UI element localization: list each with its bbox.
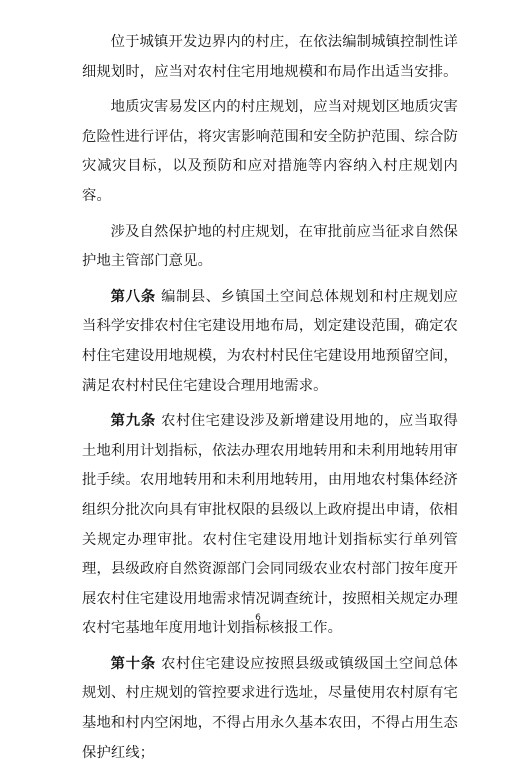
paragraph-1 xyxy=(82,28,458,87)
article-10-paragraph xyxy=(82,650,458,768)
article-label-8: 第八条 xyxy=(110,288,156,305)
paragraph-text-2: 地质灾害易发区内的村庄规划，应当对规划区地质灾害危险性进行评估，将灾害影响范围和安全防护范围、综合防灾减灾目标，以及预防和应对措施等内容纳入村庄规划内容。 xyxy=(82,99,458,204)
article-label-10: 第十条 xyxy=(110,655,156,672)
article-label-9: 第九条 xyxy=(110,413,156,430)
paragraph-2 xyxy=(82,93,458,211)
article-8-paragraph xyxy=(82,283,458,401)
article-8-text: 编制县、乡镇国土空间总体规划和村庄规划应当科学安排农村住宅建设用地布局，划定建设范围，确定农村住宅建设用地规模，为农村村民住宅建设用地预留空间，满足农村村民住宅建设合理用地需求。 xyxy=(82,288,459,394)
page-number: 6 xyxy=(255,613,261,623)
article-9-text: 农村住宅建设涉及新增建设用地的，应当取得土地利用计划指标，依法办理农用地转用和未利用地转用审批手续。农用地转用和未利用地转用，由用地农村集体经济组织分批次向具有审批权限的县级以上政府提出申请，依相关规定办理审批。农村住宅建设用地计划指标实行单列管理，县级政府自然资源部门会同同级农业农村部门按年度开展农村住宅建设用地需求情况调查统计，按照相关规定办理农村宅基地年度用地计划指标核报工作。 xyxy=(82,413,459,637)
paragraph-3 xyxy=(82,218,458,277)
article-9-paragraph xyxy=(82,407,458,644)
document-body xyxy=(82,28,458,774)
article-10-text: 农村住宅建设应按照县级或镇级国土空间总体规划、村庄规划的管控要求进行选址，尽量使用农村原有宅基地和村内空闲地，不得占用永久基本农田，不得占用生态保护红线； xyxy=(82,655,459,761)
paragraph-text-1: 位于城镇开发边界内的村庄，在依法编制城镇控制性详细规划时，应当对农村住宅用地规模和布局作出适当安排。 xyxy=(82,34,458,80)
paragraph-text-3: 涉及自然保护地的村庄规划，在审批前应当征求自然保护地主管部门意见。 xyxy=(82,223,458,270)
